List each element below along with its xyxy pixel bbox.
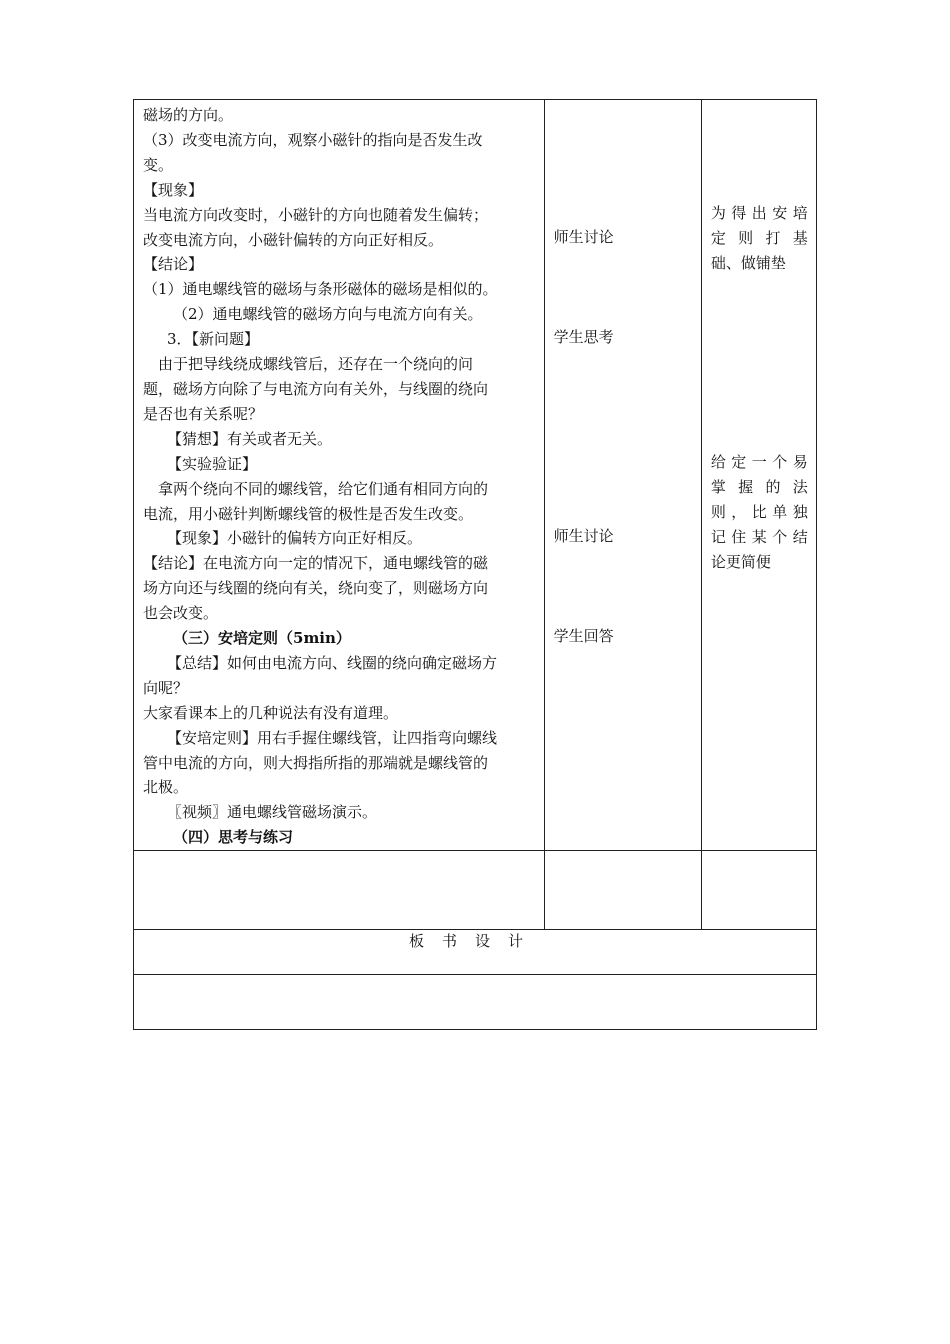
activity-label: 学生思考 [553, 328, 614, 346]
intent-line: 则，比单独 [710, 502, 808, 521]
content-line: 【现象】小磁针的偏转方向正好相反。 [167, 529, 423, 548]
intent-line: 记住某个结 [710, 527, 808, 546]
content-line: 【现象】 [143, 180, 204, 199]
activity-label: 学生回答 [553, 627, 614, 645]
content-line: 3．【新问题】 [167, 330, 260, 349]
intent-cell [701, 100, 816, 851]
content-line: 也会改变。 [143, 604, 219, 623]
content-line: 当电流方向改变时，小磁针的方向也随着发生偏转； [143, 205, 489, 224]
blank-cell [701, 851, 816, 930]
content-line: 管中电流的方向，则大拇指所指的那端就是螺线管的 [143, 753, 489, 772]
content-line: 【实验验证】 [167, 454, 258, 473]
board-design-header-row [134, 930, 817, 975]
content-line: 由于把导线绕成螺线管后，还存在一个绕向的问 [158, 355, 474, 374]
intent-line: 定则打基 [710, 228, 808, 247]
blank-row [134, 851, 817, 930]
board-design-body-row [134, 975, 817, 1030]
content-line: 大家看课本上的几种说法有没有道理。 [143, 703, 399, 722]
content-line: 【安培定则】用右手握住螺线管，让四指弯向螺线 [167, 728, 498, 747]
content-line: 【结论】 [143, 255, 204, 274]
teaching-content-cell [134, 100, 545, 851]
activity-cell [544, 100, 701, 851]
intent-line: 掌握的法 [710, 477, 808, 496]
intent-line: 为得出安培 [710, 204, 808, 222]
content-line: 拿两个绕向不同的螺线管，给它们通有相同方向的 [158, 479, 489, 498]
activity-label: 师生讨论 [553, 527, 614, 545]
intent-line: 础、做铺垫 [710, 253, 786, 272]
content-line: （1）通电螺线管的磁场与条形磁体的磁场是相似的。 [143, 280, 498, 299]
blank-cell [134, 851, 545, 930]
activity-label: 师生讨论 [553, 228, 614, 246]
lesson-plan-table [133, 99, 817, 1030]
content-line: 改变电流方向，小磁针偏转的方向正好相反。 [143, 230, 444, 249]
lesson-plan-sheet [133, 99, 817, 1030]
content-line: 场方向还与线圈的绕向有关，绕向变了，则磁场方向 [143, 579, 489, 598]
content-line: 向呢？ [143, 678, 189, 697]
intent-line: 论更简便 [710, 552, 771, 571]
content-line: 【总结】如何由电流方向、线圈的绕向确定磁场方 [167, 653, 498, 672]
board-design-title: 板书设计 [134, 930, 817, 975]
content-line: 【结论】在电流方向一定的情况下，通电螺线管的磁 [143, 554, 489, 573]
intent-line: 给定一个易 [710, 453, 808, 471]
content-line: 题，磁场方向除了与电流方向有关外，与线圈的绕向 [143, 379, 489, 398]
content-line: 变。 [143, 155, 174, 174]
section-heading: （三）安培定则（5min） [173, 629, 351, 648]
board-design-area [134, 975, 817, 1030]
content-line: 磁场的方向。 [143, 106, 234, 124]
blank-cell [544, 851, 701, 930]
content-line: 是否也有关系呢？ [143, 404, 264, 423]
intent-note [711, 201, 808, 276]
content-line: （2）通电螺线管的磁场方向与电流方向有关。 [173, 305, 483, 324]
content-line: 〖视频〗通电螺线管磁场演示。 [167, 803, 378, 822]
content-line: 【猜想】有关或者无关。 [167, 429, 333, 448]
intent-note [711, 450, 808, 575]
content-row [134, 100, 817, 851]
content-line: （3）改变电流方向，观察小磁针的指向是否发生改 [143, 130, 483, 149]
teaching-content [134, 100, 544, 850]
content-line: 北极。 [143, 778, 189, 797]
section-heading: （四）思考与练习 [173, 828, 294, 847]
content-line: 电流，用小磁针判断螺线管的极性是否发生改变。 [143, 504, 474, 523]
